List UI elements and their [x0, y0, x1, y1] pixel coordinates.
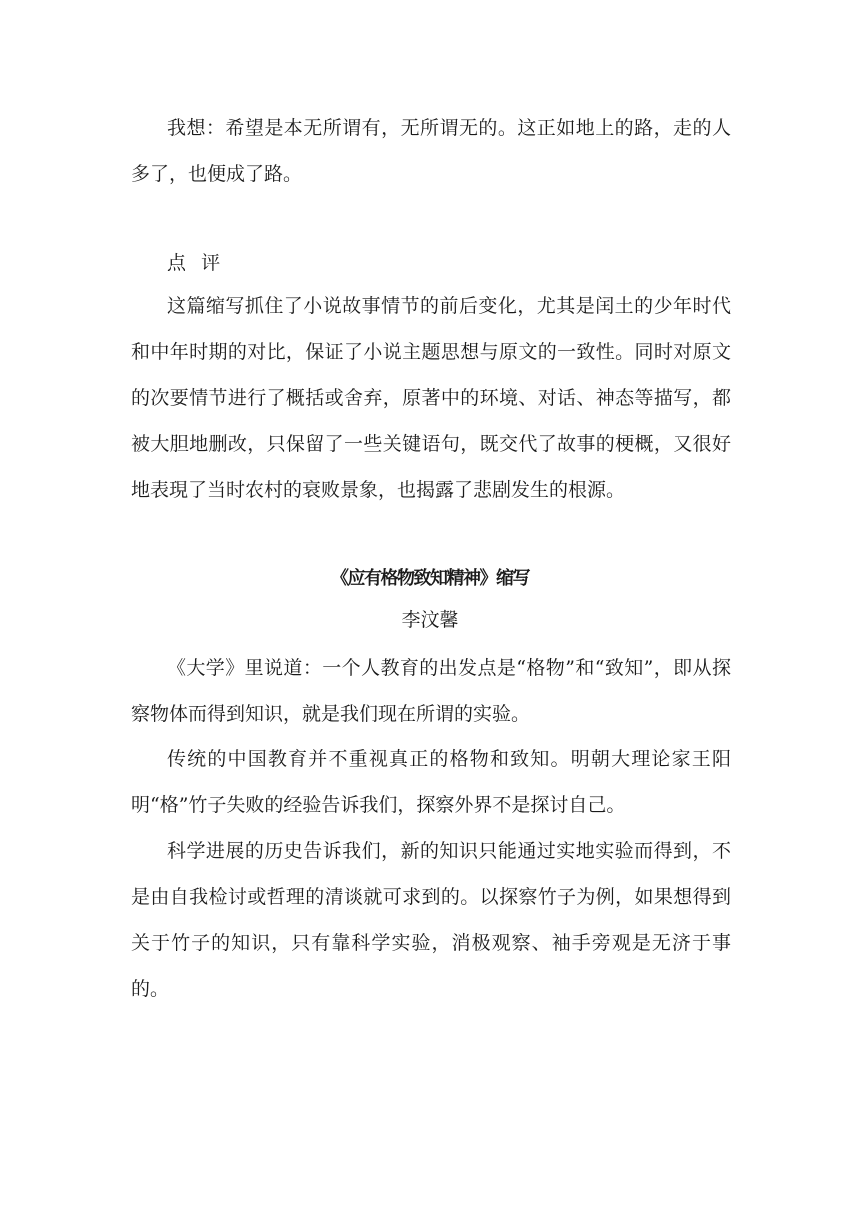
essay-paragraph-1: 《大学》里说道：一个人教育的出发点是“格物”和“致知”，即从探察物体而得到知识，就是我们现在所谓的实验。 [131, 657, 731, 725]
review-paragraph: 这篇缩写抓住了小说故事情节的前后变化，尤其是闰土的少年时代和中年时期的对比，保证了小说主题思想与原文的一致性。同时对原文的次要情节进行了概括或舍弃，原著中的环境、对话、神态等描写，都被大胆地删改，只保留了一些关键语句，既交代了故事的梗概，又很好地表現了当时农村的衰败景象，也揭露了悲剧发生的根源。 [131, 295, 731, 501]
review-label: 点 评 [167, 252, 222, 274]
essay-title: 《应有格物致知精神》缩写 [331, 568, 529, 589]
essay-paragraph-3: 科学进展的历史告诉我们，新的知识只能通过实地实验而得到，不是由自我检讨或哲理的清谈就可求到的。以探察竹子为例，如果想得到关于竹子的知识，只有靠科学实验，消极观察、袖手旁观是无济于事的。 [131, 840, 731, 1000]
essay-paragraph-2: 传统的中国教育并不重视真正的格物和致知。明朝大理论家王阳明“格”竹子失败的经验告诉我们，探察外界不是探讨自己。 [131, 748, 731, 816]
closing-paragraph: 我想：希望是本无所谓有，无所谓无的。这正如地上的路，走的人多了，也便成了路。 [131, 117, 731, 185]
essay-author: 李汶馨 [401, 609, 459, 631]
